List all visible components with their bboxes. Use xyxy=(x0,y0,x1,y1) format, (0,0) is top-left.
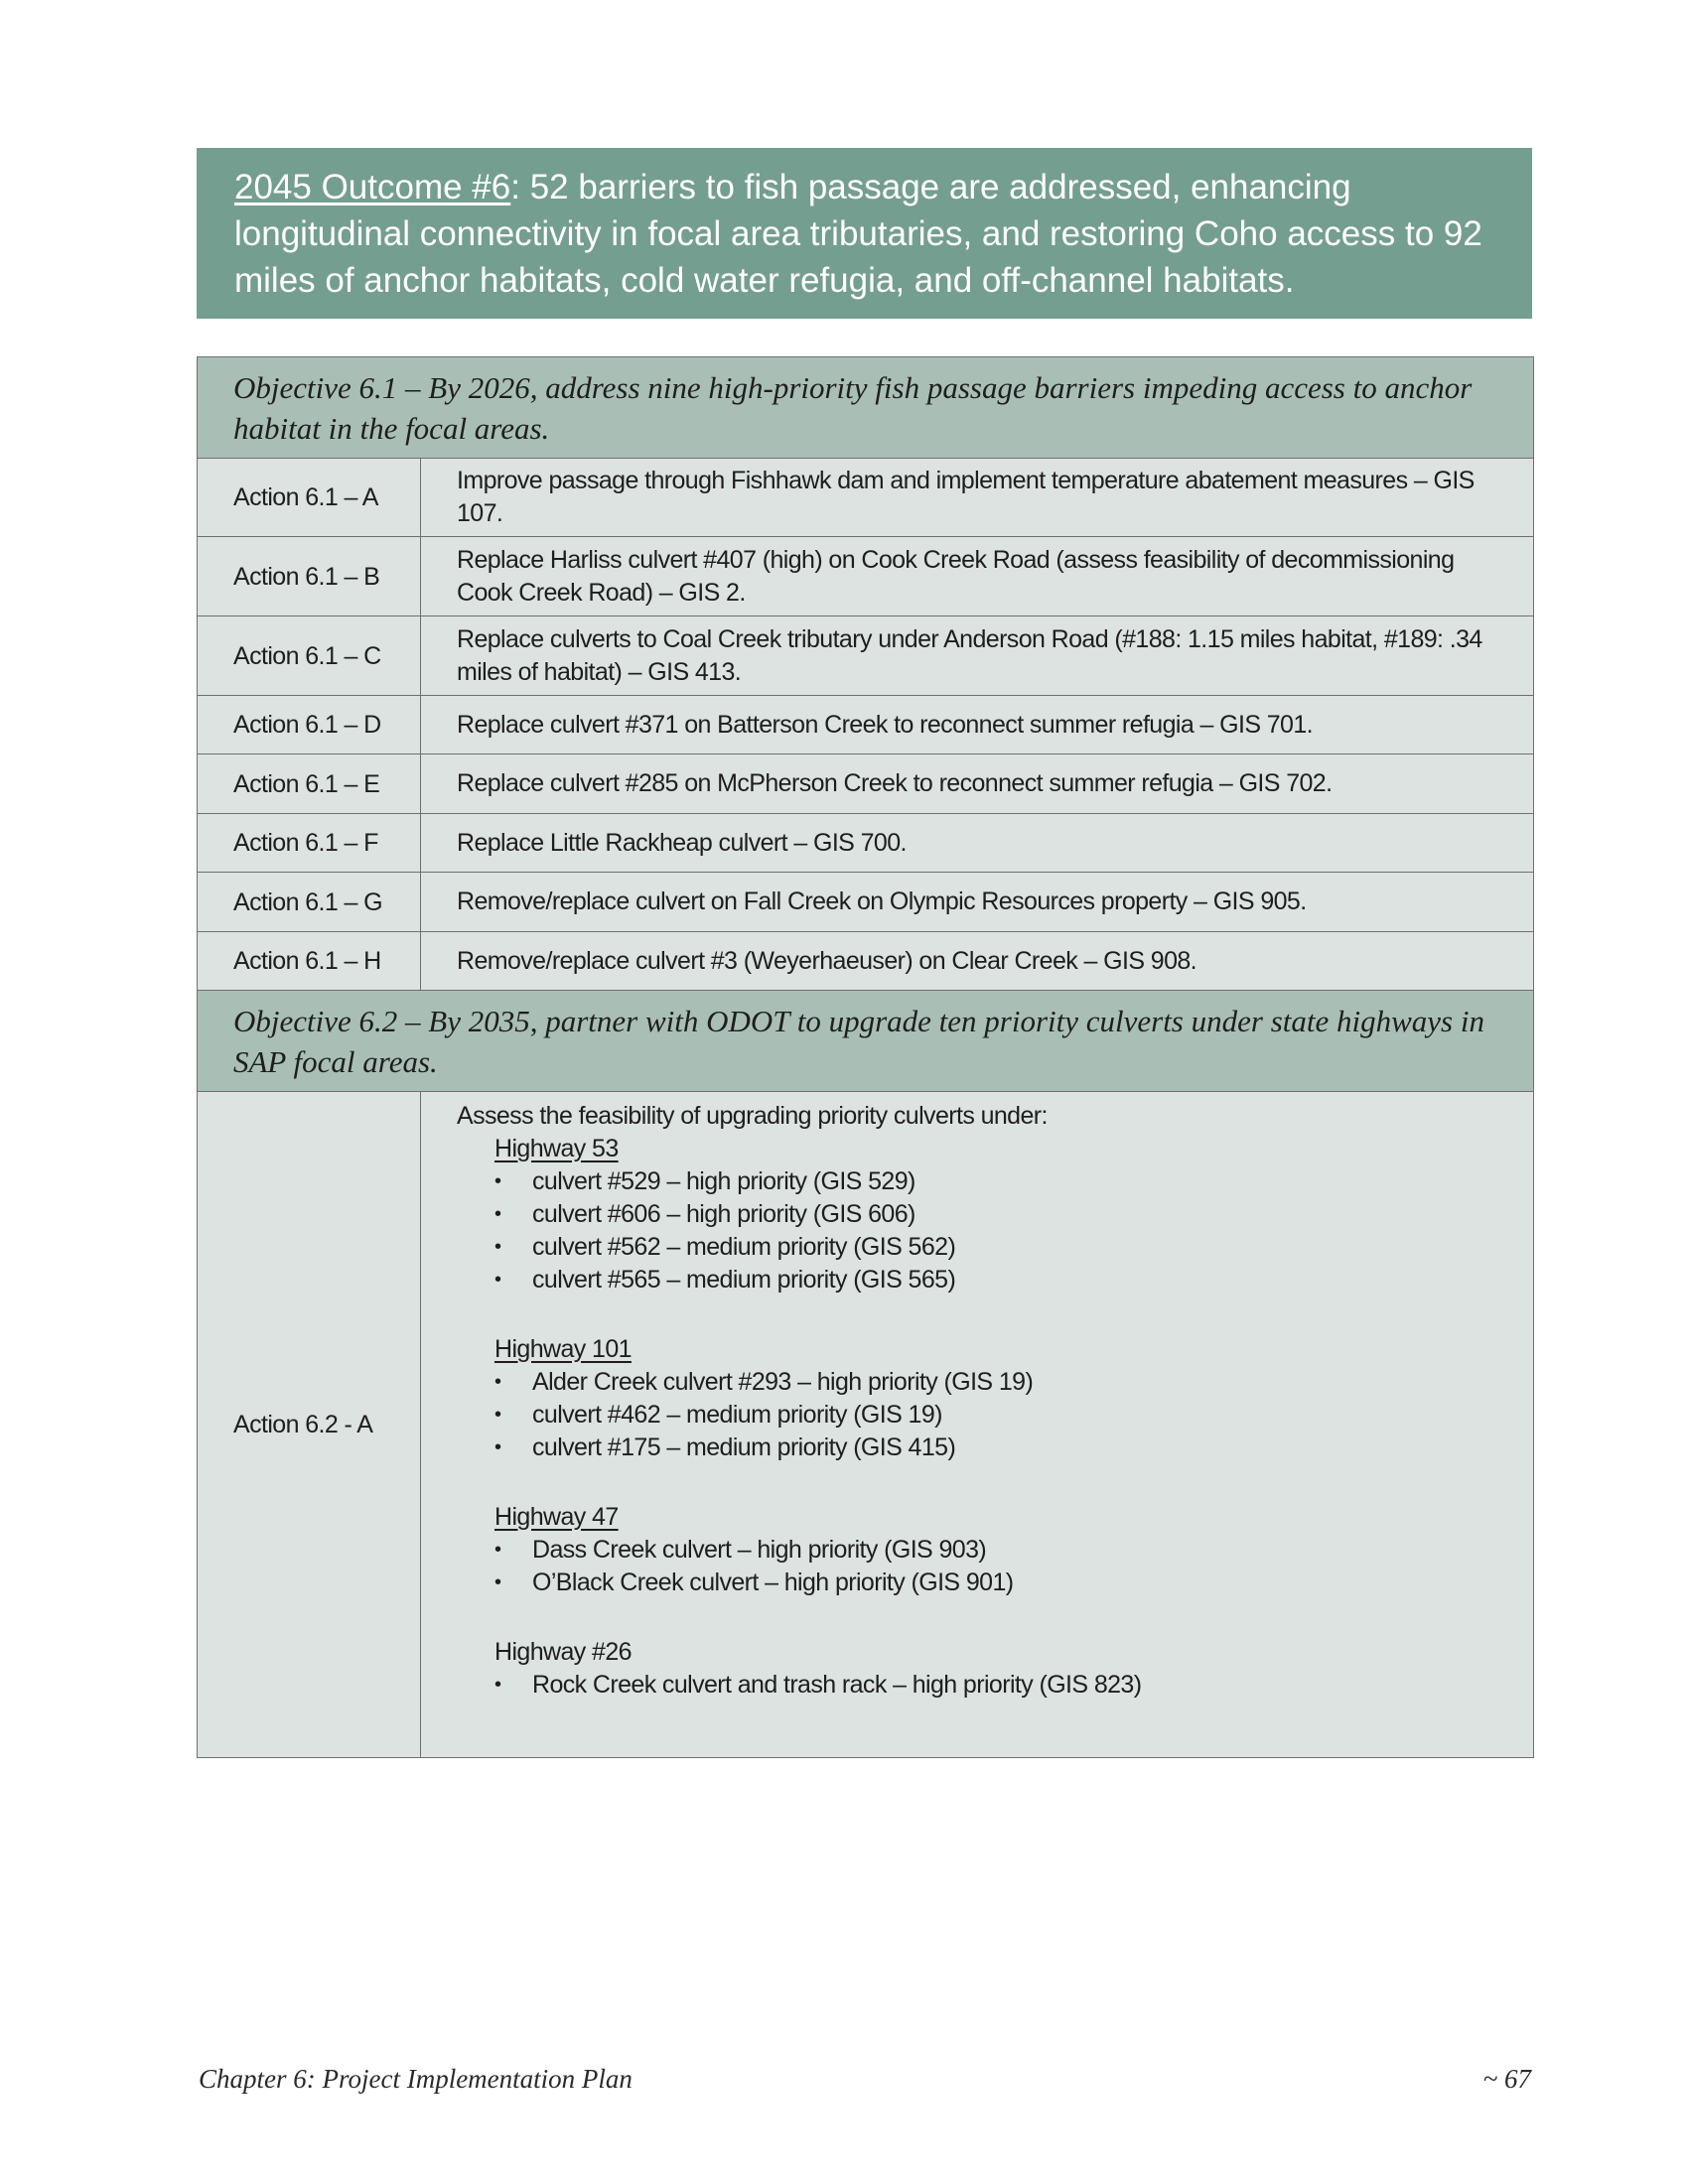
list-item: • culvert #562 – medium priority (GIS 562) xyxy=(494,1231,1493,1264)
objective-6-1: Objective 6.1 – By 2026, address nine high-priority fish passage barriers impeding access to anchor habitat in the focal areas. xyxy=(198,357,1534,459)
page-number: ~ 67 xyxy=(1482,2064,1531,2094)
table-row xyxy=(198,537,1534,616)
highway-title: Highway 101 xyxy=(494,1335,632,1363)
outcome-label: 2045 Outcome #6 xyxy=(234,168,511,206)
action-description: Improve passage through Fishhawk dam and implement temperature abatement measures – GIS 107. xyxy=(421,459,1534,537)
list-item: • culvert #529 – high priority (GIS 529) xyxy=(494,1165,1493,1198)
culvert-list xyxy=(457,1669,1493,1702)
highway-title: Highway 47 xyxy=(494,1503,619,1531)
table-row xyxy=(198,696,1534,754)
culvert-list xyxy=(457,1366,1493,1464)
table-row xyxy=(198,814,1534,873)
list-item: • Rock Creek culvert and trash rack – high priority (GIS 823) xyxy=(494,1669,1493,1702)
table-row xyxy=(198,459,1534,537)
list-item: • Dass Creek culvert – high priority (GIS 903) xyxy=(494,1534,1493,1567)
action-description: Replace Harliss culvert #407 (high) on Cook Creek Road (assess feasibility of decommissioning Cook Creek Road) – GIS 2. xyxy=(421,537,1534,616)
list-item: • culvert #565 – medium priority (GIS 565) xyxy=(494,1264,1493,1297)
objective-row xyxy=(198,357,1534,459)
action-id: Action 6.2 - A xyxy=(198,1092,421,1758)
culvert-list xyxy=(457,1534,1493,1599)
outcome-banner xyxy=(197,148,1532,319)
action-description: Replace culvert #371 on Batterson Creek to reconnect summer refugia – GIS 701. xyxy=(421,696,1534,754)
list-item: • culvert #606 – high priority (GIS 606) xyxy=(494,1198,1493,1231)
list-item: • O’Black Creek culvert – high priority (GIS 901) xyxy=(494,1567,1493,1599)
action-description: Remove/replace culvert #3 (Weyerhaeuser) on Clear Creek – GIS 908. xyxy=(421,932,1534,991)
action-id: Action 6.1 – G xyxy=(198,873,421,932)
actions-table xyxy=(197,356,1534,1758)
objective-row xyxy=(198,991,1534,1092)
objective-6-2: Objective 6.2 – By 2035, partner with ODOT to upgrade ten priority culverts under state highways in SAP focal areas. xyxy=(198,991,1534,1092)
table-row xyxy=(198,932,1534,991)
action-id: Action 6.1 – H xyxy=(198,932,421,991)
table-row xyxy=(198,1092,1534,1758)
action-id: Action 6.1 – C xyxy=(198,616,421,696)
outcome-text: : 52 barriers to fish passage are addressed, enhancing longitudinal connectivity in focal area tributaries, and restoring Coho access to 92 miles of anchor habitats, cold water refugia, and off-channel habitats. xyxy=(234,168,1482,300)
action-id: Action 6.1 – A xyxy=(198,459,421,537)
table-row xyxy=(198,754,1534,814)
table-row xyxy=(198,616,1534,696)
action-intro: Assess the feasibility of upgrading priority culverts under: xyxy=(457,1102,1048,1130)
action-id: Action 6.1 – F xyxy=(198,814,421,873)
culvert-list xyxy=(457,1165,1493,1297)
action-description: Replace Little Rackheap culvert – GIS 700. xyxy=(421,814,1534,873)
action-description: Replace culvert #285 on McPherson Creek to reconnect summer refugia – GIS 702. xyxy=(421,754,1534,814)
action-id: Action 6.1 – E xyxy=(198,754,421,814)
list-item: • Alder Creek culvert #293 – high priority (GIS 19) xyxy=(494,1366,1493,1399)
highway-title: Highway 53 xyxy=(494,1135,619,1162)
action-id: Action 6.1 – B xyxy=(198,537,421,616)
footer-chapter: Chapter 6: Project Implementation Plan xyxy=(199,2064,633,2094)
action-description: Replace culverts to Coal Creek tributary under Anderson Road (#188: 1.15 miles habitat, #189: .34 miles of habitat) – GIS 413. xyxy=(421,616,1534,696)
list-item: • culvert #175 – medium priority (GIS 415) xyxy=(494,1432,1493,1464)
action-id: Action 6.1 – D xyxy=(198,696,421,754)
highway-title: Highway #26 xyxy=(494,1638,632,1666)
table-row xyxy=(198,873,1534,932)
action-description xyxy=(421,1092,1534,1758)
list-item: • culvert #462 – medium priority (GIS 19) xyxy=(494,1399,1493,1432)
action-description: Remove/replace culvert on Fall Creek on Olympic Resources property – GIS 905. xyxy=(421,873,1534,932)
